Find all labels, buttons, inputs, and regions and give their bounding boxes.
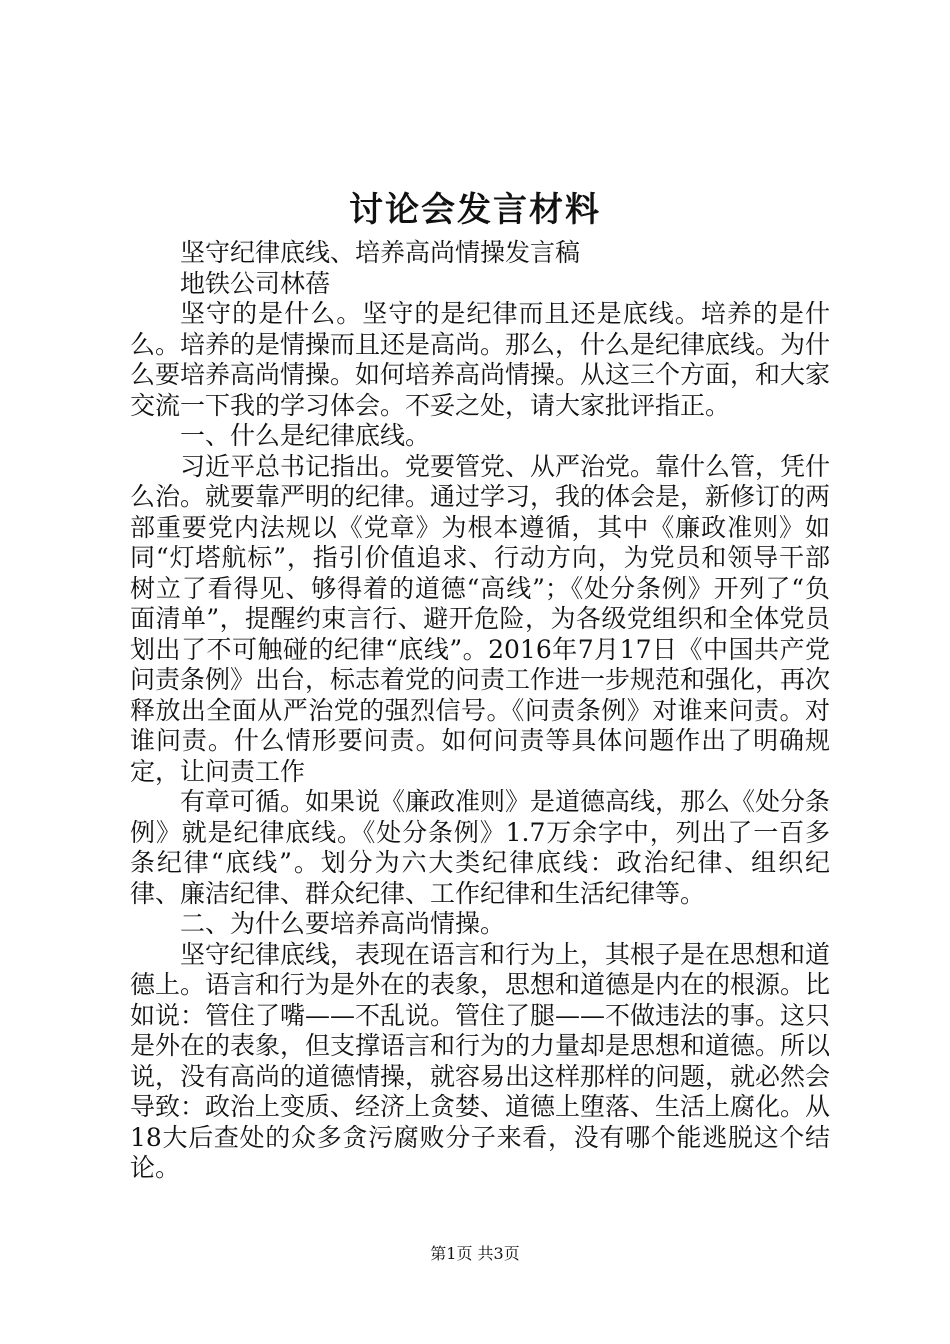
section-heading: 二、为什么要培养高尚情操。	[180, 909, 506, 938]
document-title: 讨论会发言材料	[349, 190, 601, 230]
document-body	[130, 238, 830, 1184]
body-paragraph: 坚守纪律底线，表现在语言和行为上，其根子是在思想和道德上。语言和行为是外在的表象，思想和道德是内在的根源。比如说：管住了嘴——不乱说。管住了腿——不做违法的事。这只是外在的表象，但支撑语言和行为的力量却是思想和道德。所以说，没有高尚的道德情操，就容易出这样那样的问题，就必然会导致：政治上变质、经济上贪婪、道德上堕落、生活上腐化。从18大后查处的众多贪污腐败分子来看，没有哪个能逃脱这个结论。	[130, 939, 831, 1182]
speech-subtitle: 坚守纪律底线、培养高尚情操发言稿	[180, 238, 581, 267]
section-heading: 一、什么是纪律底线。	[180, 421, 431, 450]
speaker-affiliation: 地铁公司林蓓	[180, 268, 331, 298]
body-paragraph: 坚守的是什么。坚守的是纪律而且还是底线。培养的是什么。培养的是情操而且还是高尚。那么，什么是纪律底线。为什么要培养高尚情操。如何培养高尚情操。从这三个方面，和大家交流一下我的学习体会。不妥之处，请大家批评指正。	[130, 299, 831, 420]
page-footer: 第1页 共3页	[430, 1244, 520, 1263]
body-paragraph: 有章可循。如果说《廉政准则》是道德高线，那么《处分条例》就是纪律底线。《处分条例》1.7万余字中，列出了一百多条纪律“底线”。划分为六大类纪律底线：政治纪律、组织纪律、廉洁纪律、群众纪律、工作纪律和生活纪律等。	[130, 787, 831, 908]
body-paragraph: 习近平总书记指出。党要管党、从严治党。靠什么管，凭什么治。就要靠严明的纪律。通过学习，我的体会是，新修订的两部重要党内法规以《党章》为根本遵循，其中《廉政准则》如同“灯塔航标”，指引价值追求、行动方向，为党员和领导干部树立了看得见、够得着的道德“高线”；《处分条例》开列了“负面清单”，提醒约束言行、避开危险，为各级党组织和全体党员划出了不可触碰的纪律“底线”。2016年7月17日《中国共产党问责条例》出台，标志着党的问责工作进一步规范和强化，再次释放出全面从严治党的强烈信号。《问责条例》对谁来问责。对谁问责。什么情形要问责。如何问责等具体问题作出了明确规定，让问责工作	[130, 451, 831, 786]
